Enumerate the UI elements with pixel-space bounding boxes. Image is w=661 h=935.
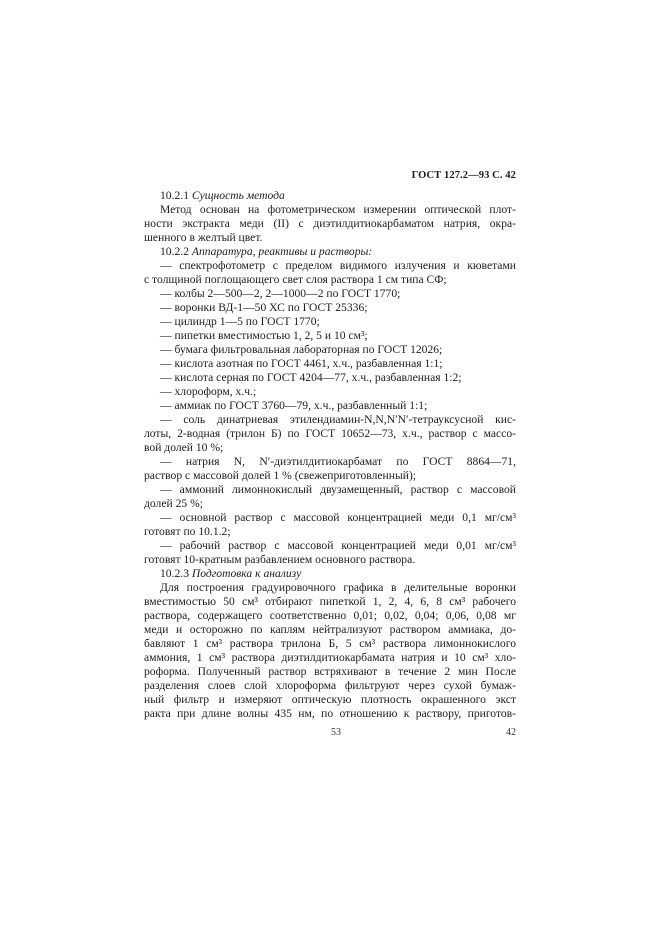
section-number: 10.2.2 <box>160 245 189 258</box>
section-title: Подготовка к анализу <box>191 567 302 580</box>
list-item: — основной раствор с массовой концентрацией меди 0,1 мг/см³ <box>160 511 516 524</box>
list-item: — натрия N, N′-диэтилдитиокарбамат по ГОСТ 8864—71, <box>160 455 516 468</box>
section-number: 10.2.3 <box>160 567 189 580</box>
list-item: — воронки ВД-1—50 ХС по ГОСТ 25336; <box>160 301 368 314</box>
list-item: — аммоний лимоннокислый двузамещенный, раствор с массовой <box>160 483 516 496</box>
page-number-right: 42 <box>506 727 516 738</box>
section-number: 10.2.1 <box>160 189 189 202</box>
list-item: — спектрофотометр с пределом видимого излучения и кюветами <box>160 259 516 272</box>
list-item-continuation: лоты, 2-водная (трилон Б) по ГОСТ 10652—73, х.ч., раствор с массо- <box>144 427 516 440</box>
text-line: шенного в желтый цвет. <box>144 231 263 244</box>
list-item: — кислота азотная по ГОСТ 4461, х.ч., разбавленная 1:1; <box>160 357 443 370</box>
list-item: — хлороформ, х.ч.; <box>160 385 257 398</box>
list-item-continuation: вой долей 10 %; <box>144 441 224 454</box>
list-item: — колбы 2—500—2, 2—1000—2 по ГОСТ 1770; <box>160 287 401 300</box>
text-line: Метод основан на фотометрическом измерении оптической плот- <box>160 203 516 216</box>
list-item: — кислота серная по ГОСТ 4204—77, х.ч., разбавленная 1:2; <box>160 371 462 384</box>
text-line: раствора, содержащего соответственно 0,01; 0,02, 0,04; 0,06, 0,08 мг <box>144 609 516 622</box>
text-line: вместимостью 50 см³ отбирают пипеткой 1, 2, 4, 6, 8 см³ рабочего <box>144 595 516 608</box>
section-heading-10-2-1 <box>144 189 516 203</box>
text-line: ности экстракта меди (II) с диэтилдитиокарбаматом натрия, окра- <box>144 217 516 230</box>
list-item-continuation: с толщиной поглощающего свет слоя раствора 1 см типа СФ; <box>144 273 447 286</box>
page-header: ГОСТ 127.2—93 С. 42 <box>411 170 516 181</box>
text-line: разделения слоев слой хлороформа фильтруют через сухой бумаж- <box>144 679 516 692</box>
list-item: — рабочий раствор с массовой концентрацией меди 0,01 мг/см³ <box>160 539 516 552</box>
text-line: Для построения градуировочного графика в делительные воронки <box>160 581 516 594</box>
section-heading-10-2-2 <box>144 245 516 259</box>
section-title: Сущность метода <box>191 189 285 202</box>
section-title: Аппаратура, реактивы и растворы: <box>191 245 373 258</box>
text-line: аммония, 1 см³ раствора диэтилдитиокарбамата натрия и 10 см³ хло- <box>144 651 516 664</box>
text-line: меди и осторожно по каплям нейтрализуют раствором аммиака, до- <box>144 623 516 636</box>
text-line: роформа. Полученный раствор встряхивают в течение 2 мин После <box>144 665 516 678</box>
list-item: — цилиндр 1—5 по ГОСТ 1770; <box>160 315 320 328</box>
list-item-continuation: готовят 10-кратным разбавлением основного раствора. <box>144 553 416 566</box>
list-item: — бумага фильтровальная лабораторная по ГОСТ 12026; <box>160 343 443 356</box>
list-item-continuation: долей 25 %; <box>144 497 203 510</box>
list-item: — аммиак по ГОСТ 3760—79, х.ч., разбавленный 1:1; <box>160 399 428 412</box>
list-item-continuation: готовят по 10.1.2; <box>144 525 231 538</box>
text-line: ный фильтр и измеряют оптическую плотность окрашенного экст <box>144 693 516 706</box>
list-item: — пипетки вместимостью 1, 2, 5 и 10 см³; <box>160 329 368 342</box>
text-line: бавляют 1 см³ раствора трилона Б, 5 см³ раствора лимоннокислого <box>144 637 516 650</box>
list-item: — соль динатриевая этилендиамин-N,N,N′N′-тетрауксусной кис- <box>160 413 516 426</box>
section-heading-10-2-3 <box>144 567 516 581</box>
document-body <box>144 189 516 721</box>
list-item-continuation: раствор с массовой долей 1 % (свежеприготовленный); <box>144 469 417 482</box>
page-number-center: 53 <box>331 727 341 738</box>
text-line: ракта при длине волны 435 нм, по отношению к раствору, приготов- <box>144 707 516 720</box>
